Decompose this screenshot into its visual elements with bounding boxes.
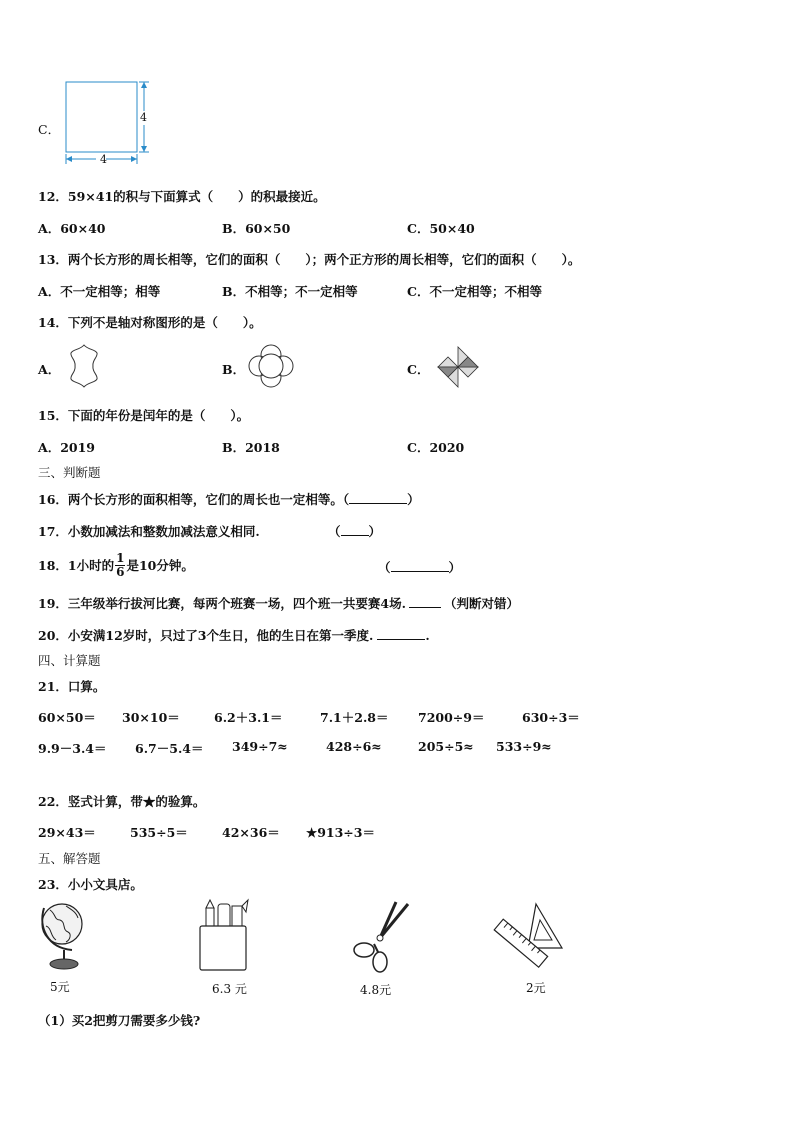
q23-sub1: （1）买2把剪刀需要多少钱? (38, 1013, 201, 1028)
q22-item: 535÷5＝ (130, 825, 188, 840)
q15-option-b[interactable]: B．2018 (222, 440, 280, 455)
q22-item: 29×43＝ (38, 825, 96, 840)
q20-stem: 20．小安满12岁时，只过了3个生日，他的生日在第一季度. (38, 628, 374, 643)
q21-row2-item: 205÷5≈ (418, 739, 474, 754)
q18-fraction (115, 552, 125, 579)
globe-icon (36, 898, 92, 974)
q15-stem: 15．下面的年份是闰年的是（ ）。 (38, 408, 250, 423)
pinwheel-shape-icon (434, 345, 482, 389)
q19-stem: 19．三年级举行拔河比赛，每两个班赛一场，四个班一共要赛4场. (38, 596, 406, 611)
q14-option-c[interactable]: C． (407, 362, 430, 377)
flower-shape-icon (246, 343, 296, 389)
q12-option-b[interactable]: B．60×50 (222, 221, 291, 236)
q18-open: （ (378, 560, 391, 575)
q21-stem: 21．口算。 (38, 679, 106, 694)
q12-stem: 12．59×41的积与下面算式（ ）的积最接近。 (38, 189, 326, 204)
q20-answer-blank[interactable] (377, 627, 425, 640)
section-4-heading: 四、计算题 (38, 653, 101, 668)
pen-holder-price: 6.3 元 (212, 982, 247, 996)
q11-option-c-label: C． (38, 122, 61, 137)
q21-row2-item: 9.9－3.4＝ (38, 741, 107, 756)
q20-tail: . (425, 628, 430, 643)
q21-row1-item: 60×50＝ (38, 710, 96, 725)
q13-option-b[interactable]: B．不相等；不一定相等 (222, 284, 358, 299)
q17-stem: 17．小数加减法和整数加减法意义相同. (38, 524, 260, 539)
q21-row2-item: 349÷7≈ (232, 739, 288, 754)
section-3-heading: 三、判断题 (38, 465, 101, 480)
q13-option-c[interactable]: C．不一定相等；不相等 (407, 284, 542, 299)
q13-option-a[interactable]: A．不一定相等；相等 (38, 284, 161, 299)
q14-option-b[interactable]: B． (222, 362, 246, 377)
q22-stem: 22．竖式计算，带★的验算。 (38, 794, 206, 809)
q16-stem: 16．两个长方形的面积相等，它们的周长也一定相等。（ (38, 492, 350, 507)
q18-numerator: 1 (116, 550, 125, 565)
square-width-label: 4 (100, 153, 107, 166)
q21-row1-item: 30×10＝ (122, 710, 180, 725)
q21-row1-item: 7.1＋2.8＝ (320, 710, 389, 725)
q17-answer (328, 522, 381, 540)
vase-shape-icon (64, 343, 104, 389)
q14-stem: 14．下列不是轴对称图形的是（ ）。 (38, 315, 262, 330)
q21-row1-item: 6.2＋3.1＝ (214, 710, 283, 725)
q12-option-a[interactable]: A．60×40 (38, 221, 106, 236)
q16-answer-blank[interactable] (349, 491, 407, 504)
scissors-price: 4.8元 (360, 983, 392, 997)
pen-holder-icon (196, 898, 256, 974)
q21-row2-item: 428÷6≈ (326, 739, 382, 754)
q14-option-a[interactable]: A． (38, 362, 61, 377)
q18-answer-blank[interactable] (391, 559, 449, 572)
q18-line (38, 550, 194, 580)
ruler-price: 2元 (526, 981, 546, 995)
q18-post: 是10分钟。 (126, 558, 194, 573)
q22-item: 42×36＝ (222, 825, 280, 840)
q18-close: ） (448, 560, 462, 575)
square-height-label: 4 (140, 111, 147, 124)
q18-denominator: 6 (116, 564, 125, 579)
q18-pre: 18．1小时的 (38, 558, 115, 573)
scissors-icon (350, 898, 416, 976)
q21-row2-item: 6.7－5.4＝ (135, 741, 204, 756)
q17-close: ） (368, 524, 382, 539)
q15-option-a[interactable]: A．2019 (38, 440, 95, 455)
q21-row1-item: 630÷3＝ (522, 710, 580, 725)
q21-row2-item: 533÷9≈ (496, 739, 552, 754)
section-5-heading: 五、解答题 (38, 851, 101, 866)
q22-item: ★913÷3＝ (306, 825, 375, 840)
q19-answer-blank[interactable] (409, 595, 441, 608)
q17-open: （ (328, 524, 341, 539)
globe-price: 5元 (50, 980, 70, 994)
q23-stem: 23．小小文具店。 (38, 877, 143, 892)
q15-option-c[interactable]: C．2020 (407, 440, 465, 455)
q21-row1-item: 7200÷9＝ (418, 710, 485, 725)
q17-answer-blank[interactable] (341, 523, 369, 536)
q20-line (38, 626, 430, 644)
q19-line (38, 594, 519, 612)
q18-answer (378, 558, 461, 576)
q16-close: ） (407, 492, 420, 507)
q16-line (38, 490, 420, 508)
ruler-set-square-icon (488, 902, 566, 976)
q12-option-c[interactable]: C．50×40 (407, 221, 475, 236)
q13-stem: 13．两个长方形的周长相等，它们的面积（ ）；两个正方形的周长相等，它们的面积（ ）。 (38, 252, 581, 267)
q19-tail: （判断对错） (443, 596, 519, 611)
